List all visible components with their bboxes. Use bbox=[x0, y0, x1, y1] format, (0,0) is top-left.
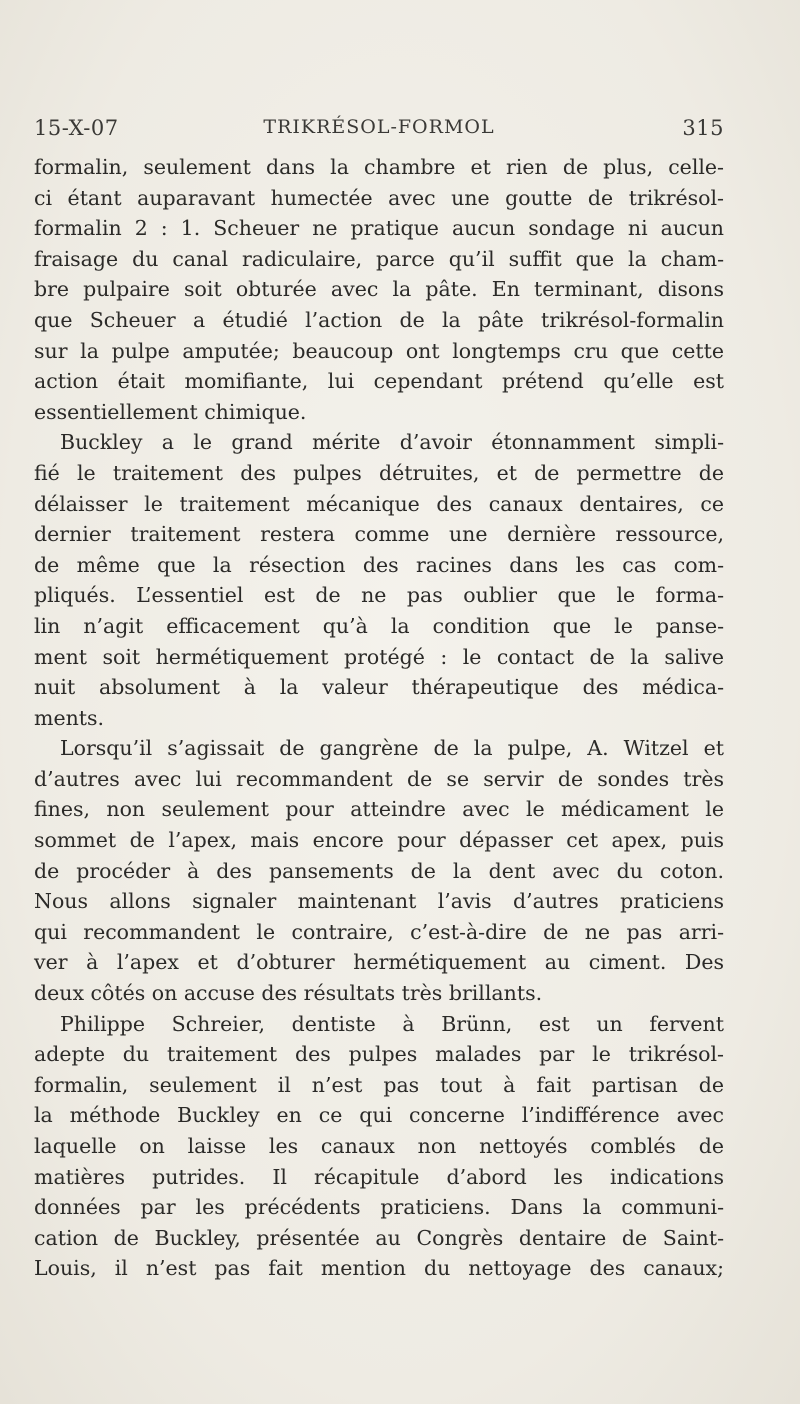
text-line: qui recommandent le contraire, c’est-à-dire de ne pas arri- bbox=[34, 919, 724, 944]
text-line: cation de Buckley, présentée au Congrès dentaire de Saint- bbox=[34, 1225, 724, 1250]
header-title: TRIKRÉSOL-FORMOL bbox=[263, 116, 495, 138]
text-line: action était momifiante, lui cependant prétend qu’elle est bbox=[34, 369, 724, 394]
paragraph-3 bbox=[34, 733, 724, 1008]
text-line: d’autres avec lui recommandent de se servir de sondes très bbox=[34, 766, 724, 791]
text-line: adepte du traitement des pulpes malades par le trikrésol- bbox=[34, 1042, 724, 1067]
text-line: sommet de l’apex, mais encore pour dépasser cet apex, puis bbox=[34, 828, 724, 853]
header-date: 15-X-07 bbox=[34, 116, 119, 140]
paragraph-4 bbox=[34, 1009, 724, 1284]
text-line: essentiellement chimique. bbox=[34, 399, 307, 424]
text-line: laquelle on laisse les canaux non nettoyés comblés de bbox=[34, 1134, 724, 1158]
text-line: sur la pulpe amputée; beaucoup ont longtemps cru que cette bbox=[34, 338, 724, 363]
text-line: dernier traitement restera comme une dernière ressource, bbox=[34, 522, 724, 547]
text-line: formalin, seulement dans la chambre et rien de plus, celle- bbox=[34, 155, 724, 179]
text-line: la méthode Buckley en ce qui concerne l’indifférence avec bbox=[34, 1103, 724, 1128]
text-line: ment soit hermétiquement protégé : le contact de la salive bbox=[34, 644, 724, 669]
page-number: 315 bbox=[682, 116, 724, 140]
text-line: deux côtés on accuse des résultats très brillants. bbox=[34, 981, 543, 1006]
text-line: Buckley a le grand mérite d’avoir étonnamment simpli- bbox=[60, 430, 724, 455]
paragraph-1 bbox=[34, 152, 724, 427]
text-line: pliqués. L’essentiel est de ne pas oublier que le forma- bbox=[34, 583, 724, 608]
text-line: Nous allons signaler maintenant l’avis d’autres praticiens bbox=[34, 889, 724, 914]
text-line: Philippe Schreier, dentiste à Brünn, est un fervent bbox=[60, 1011, 724, 1036]
text-line: Lorsqu’il s’agissait de gangrène de la pulpe, A. Witzel et bbox=[60, 736, 724, 761]
text-line: nuit absolument à la valeur thérapeutique des médica- bbox=[34, 675, 724, 700]
text-line: matières putrides. Il récapitule d’abord les indications bbox=[34, 1164, 724, 1189]
text-line: ver à l’apex et d’obturer hermétiquement au ciment. Des bbox=[34, 950, 724, 975]
body-text bbox=[34, 152, 724, 1284]
text-line: formalin, seulement il n’est pas tout à fait partisan de bbox=[34, 1072, 724, 1097]
text-line: ci étant auparavant humectée avec une goutte de trikrésol- bbox=[34, 185, 724, 210]
text-line: délaisser le traitement mécanique des canaux dentaires, ce bbox=[34, 491, 724, 516]
text-line: fraisage du canal radiculaire, parce qu’il suffit que la cham- bbox=[34, 246, 724, 271]
text-line: lin n’agit efficacement qu’à la condition que le panse- bbox=[34, 613, 724, 638]
paragraph-2 bbox=[34, 427, 724, 733]
running-header bbox=[34, 116, 724, 146]
text-line: que Scheuer a étudié l’action de la pâte trikrésol-formalin bbox=[34, 307, 724, 332]
text-line: de même que la résection des racines dans les cas com- bbox=[34, 552, 724, 577]
text-line: fines, non seulement pour atteindre avec le médicament le bbox=[34, 797, 724, 822]
text-line: fié le traitement des pulpes détruites, et de permettre de bbox=[34, 460, 724, 485]
text-line: ments. bbox=[34, 705, 105, 730]
text-line: de procéder à des pansements de la dent avec du coton. bbox=[34, 858, 724, 883]
text-line: Louis, il n’est pas fait mention du nettoyage des canaux; bbox=[34, 1256, 724, 1281]
text-line: formalin 2 : 1. Scheuer ne pratique aucun sondage ni aucun bbox=[34, 216, 724, 241]
text-line: bre pulpaire soit obturée avec la pâte. En terminant, disons bbox=[34, 277, 724, 302]
text-line: données par les précédents praticiens. Dans la communi- bbox=[34, 1195, 724, 1220]
